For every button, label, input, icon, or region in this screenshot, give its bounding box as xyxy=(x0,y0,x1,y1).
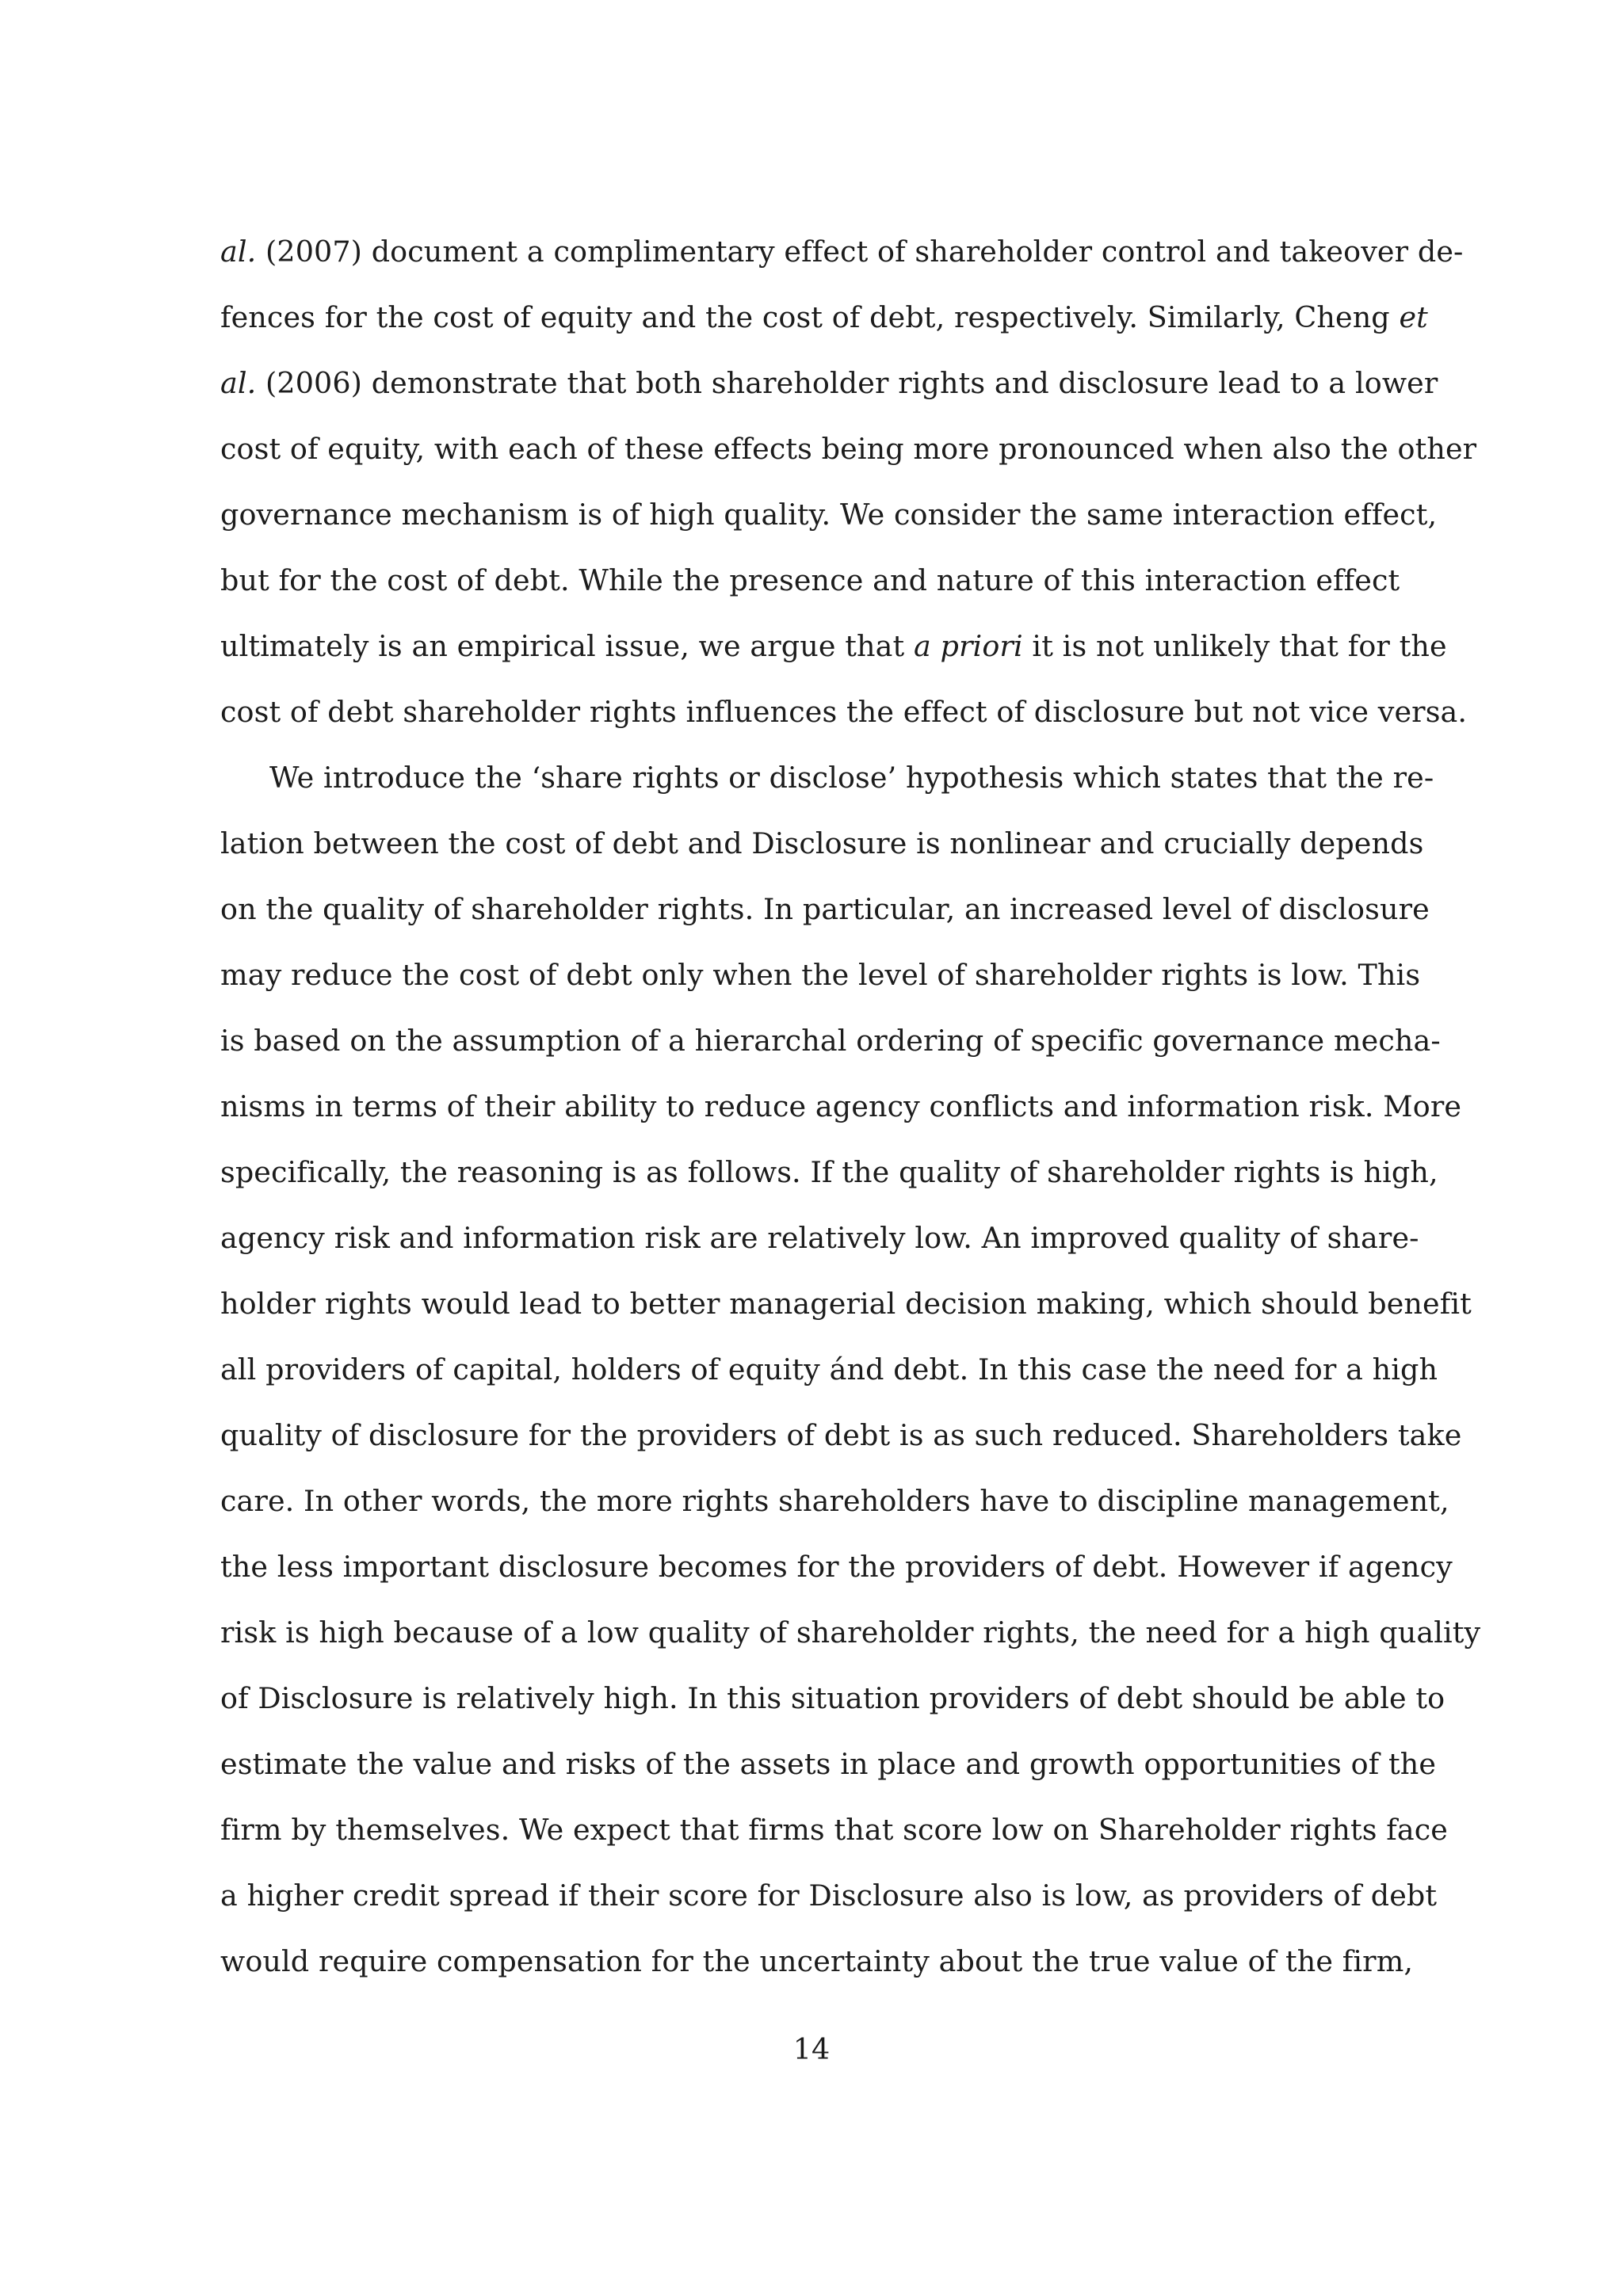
text-segment: a higher credit spread if their score for Disclosure also is low, as providers of debt xyxy=(220,1878,1438,1913)
italic-text: al. xyxy=(220,366,257,400)
page-number: 14 xyxy=(792,2032,831,2066)
text-line xyxy=(220,1665,1445,1731)
text-line xyxy=(220,547,1400,613)
text-line xyxy=(220,1337,1438,1402)
text-segment: cost of equity, with each of these effects being more pronounced when also the other xyxy=(220,432,1477,466)
text-line xyxy=(220,1074,1462,1139)
text-line xyxy=(220,1468,1449,1534)
text-line xyxy=(220,482,1438,547)
text-line xyxy=(220,350,1438,416)
text-segment: is based on the assumption of a hierarchal ordering of specific governance mecha- xyxy=(220,1024,1441,1058)
text-segment: lation between the cost of debt and Disclosure is nonlinear and crucially depends xyxy=(220,826,1424,860)
text-line xyxy=(220,876,1430,942)
text-segment: holder rights would lead to better managerial decision making, which should benefit xyxy=(220,1287,1472,1321)
text-segment: fences for the cost of equity and the cost of debt, respectively. Similarly, Cheng xyxy=(220,300,1400,334)
text-line xyxy=(220,416,1477,482)
text-segment: (2007) document a complimentary effect of shareholder control and takeover de- xyxy=(256,235,1464,269)
text-segment: (2006) demonstrate that both shareholder rights and disclosure lead to a lower xyxy=(256,366,1438,400)
text-segment: firm by themselves. We expect that firms that score low on Shareholder rights face xyxy=(220,1813,1448,1847)
text-line xyxy=(220,1797,1448,1863)
text-segment: would require compensation for the uncertainty about the true value of the firm, xyxy=(220,1944,1414,1978)
text-segment: risk is high because of a low quality of shareholder rights, the need for a high quality xyxy=(220,1615,1481,1650)
text-segment: on the quality of shareholder rights. In particular, an increased level of disclosure xyxy=(220,892,1430,926)
text-segment: cost of debt shareholder rights influences the effect of disclosure but not vice versa. xyxy=(220,695,1468,729)
text-segment: it is not unlikely that for the xyxy=(1022,629,1447,663)
text-segment: estimate the value and risks of the assets in place and growth opportunities of the xyxy=(220,1747,1437,1781)
text-segment: governance mechanism is of high quality. We consider the same interaction effect, xyxy=(220,498,1438,532)
text-segment: the less important disclosure becomes for the providers of debt. However if agency xyxy=(220,1550,1453,1584)
text-line xyxy=(220,679,1468,745)
text-line xyxy=(220,810,1424,876)
text-line xyxy=(220,1928,1414,1994)
text-line xyxy=(220,613,1447,679)
text-line xyxy=(220,1139,1438,1205)
text-line xyxy=(220,284,1428,350)
text-line xyxy=(220,1600,1481,1665)
text-line xyxy=(220,745,1434,810)
text-line xyxy=(220,1534,1453,1600)
text-segment: quality of disclosure for the providers of debt is as such reduced. Shareholders take xyxy=(220,1418,1462,1452)
text-segment: of Disclosure is relatively high. In this situation providers of debt should be able to xyxy=(220,1681,1445,1715)
text-line xyxy=(220,1205,1419,1271)
paragraph xyxy=(220,745,1481,1994)
paragraph xyxy=(220,219,1477,745)
text-line xyxy=(220,219,1464,284)
text-line xyxy=(220,1863,1438,1928)
text-line xyxy=(220,1731,1437,1797)
italic-text: a priori xyxy=(913,629,1023,663)
text-segment: care. In other words, the more rights shareholders have to discipline management, xyxy=(220,1484,1449,1518)
text-segment: specifically, the reasoning is as follows. If the quality of shareholder rights is high, xyxy=(220,1155,1438,1189)
text-segment: but for the cost of debt. While the presence and nature of this interaction effect xyxy=(220,563,1400,597)
text-segment: may reduce the cost of debt only when the level of shareholder rights is low. This xyxy=(220,958,1421,992)
text-segment: nisms in terms of their ability to reduce agency conflicts and information risk. More xyxy=(220,1089,1462,1123)
italic-text: et xyxy=(1399,300,1428,334)
text-line xyxy=(220,1271,1472,1337)
italic-text: al. xyxy=(220,235,257,269)
text-line xyxy=(220,1008,1441,1074)
text-line xyxy=(220,1402,1462,1468)
paper-body xyxy=(220,219,1481,1994)
text-segment: We introduce the ‘share rights or disclose’ hypothesis which states that the re- xyxy=(269,761,1434,795)
text-segment: agency risk and information risk are relatively low. An improved quality of share- xyxy=(220,1221,1419,1255)
text-segment: all providers of capital, holders of equity ánd debt. In this case the need for a high xyxy=(220,1352,1438,1386)
text-segment: ultimately is an empirical issue, we argue that xyxy=(220,629,914,663)
text-line xyxy=(220,942,1421,1008)
